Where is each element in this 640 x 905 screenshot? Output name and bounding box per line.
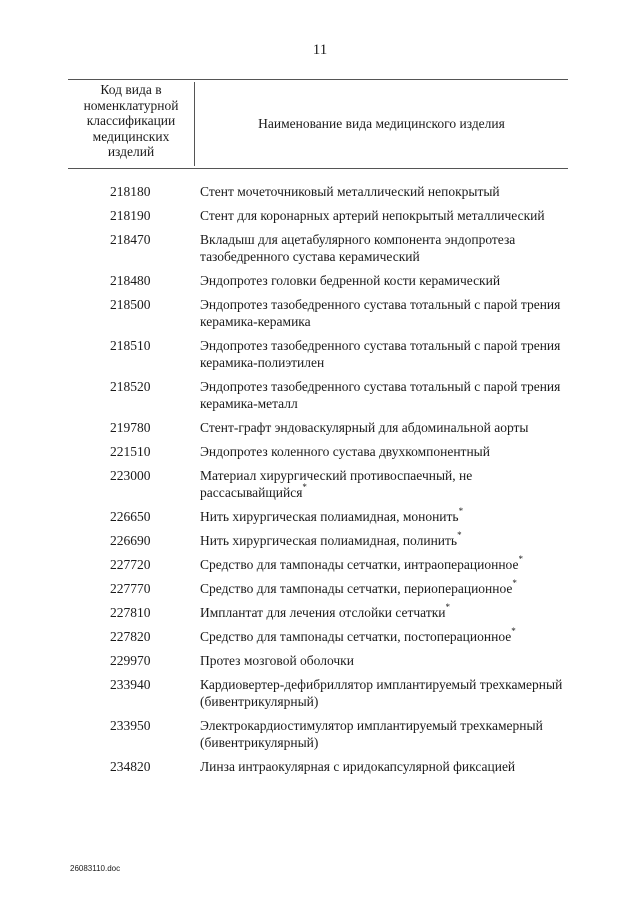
row-name-text: Линза интраокулярная с иридокапсулярной фиксацией [200, 759, 516, 774]
table-row [0, 207, 640, 224]
table-row [0, 758, 640, 775]
table-row [0, 183, 640, 200]
row-name-text: Протез мозговой оболочки [200, 653, 354, 668]
row-code: 227810 [110, 605, 151, 620]
footnote-asterisk: * [445, 602, 451, 612]
table-row [0, 508, 640, 525]
table-row [0, 628, 640, 645]
row-name [200, 652, 580, 669]
row-name-text: Материал хирургический противоспаечный, не рассасывайщийся [200, 468, 473, 500]
row-code: 218480 [110, 273, 151, 288]
row-name-text: Эндопротез тазобедренного сустава тотальный с парой трения керамика-керамика [200, 297, 561, 329]
row-name [200, 443, 580, 460]
row-name [200, 604, 580, 621]
row-name [200, 272, 580, 289]
row-code: 227720 [110, 557, 151, 572]
footnote-asterisk: * [458, 506, 464, 516]
footnote-asterisk: * [518, 554, 523, 564]
row-code: 226690 [110, 533, 151, 548]
row-name [200, 419, 580, 436]
row-name [200, 183, 580, 200]
row-name [200, 508, 580, 525]
page-number: 11 [312, 42, 328, 58]
row-name-text: Электрокардиостимулятор имплантируемый трехкамерный (бивентрикулярный) [200, 718, 543, 750]
row-name-text: Средство для тампонады сетчатки, постоперационное [200, 629, 512, 644]
row-code: 227820 [110, 629, 151, 644]
row-name-text: Нить хирургическая полиамидная, мононить [200, 509, 459, 524]
row-code: 218500 [110, 297, 151, 312]
table-row [0, 337, 640, 371]
row-code: 219780 [110, 420, 151, 435]
row-code: 218470 [110, 232, 151, 247]
row-code: 234820 [110, 759, 151, 774]
table-row [0, 443, 640, 460]
row-name-text: Кардиовертер-дефибриллятор имплантируемый трехкамерный (бивентрикулярный) [200, 677, 563, 709]
row-name [200, 556, 580, 573]
row-name-text: Имплантат для лечения отслойки сетчатки [200, 605, 446, 620]
row-name [200, 207, 580, 224]
row-name-text: Эндопротез головки бедренной кости керамический [200, 273, 501, 288]
row-name-text: Стент-графт эндоваскулярный для абдоминальной аорты [200, 420, 529, 435]
table-row [0, 467, 640, 501]
row-name [200, 296, 580, 330]
table-row [0, 296, 640, 330]
row-code: 218510 [110, 338, 151, 353]
row-name-text: Стент для коронарных артерий непокрытый металлический [200, 208, 545, 223]
table-row [0, 580, 640, 597]
device-list [0, 183, 640, 782]
table-row [0, 717, 640, 751]
row-code: 233950 [110, 718, 151, 733]
row-name-text: Эндопротез тазобедренного сустава тотальный с парой трения керамика-металл [200, 379, 561, 411]
row-name [200, 231, 580, 265]
row-code: 218180 [110, 184, 151, 199]
row-name [200, 378, 580, 412]
table-row [0, 652, 640, 669]
row-name [200, 337, 580, 371]
row-code: 229970 [110, 653, 151, 668]
table-row [0, 378, 640, 412]
row-code: 221510 [110, 444, 151, 459]
row-name-text: Эндопротез коленного сустава двухкомпонентный [200, 444, 490, 459]
row-code: 218190 [110, 208, 151, 223]
row-code: 226650 [110, 509, 151, 524]
footnote-asterisk: * [512, 578, 517, 588]
row-name [200, 758, 580, 775]
row-name [200, 580, 580, 597]
table-row [0, 604, 640, 621]
footnote-asterisk: * [302, 482, 307, 492]
row-name [200, 532, 580, 549]
column-header-code: Код вида в номенклатурной классификации медицинских изделий [68, 82, 195, 166]
table-row [0, 556, 640, 573]
row-name-text: Средство для тампонады сетчатки, интраоперационное [200, 557, 519, 572]
row-code: 233940 [110, 677, 151, 692]
row-code: 223000 [110, 468, 151, 483]
table-row [0, 532, 640, 549]
row-name [200, 467, 580, 501]
table-row [0, 231, 640, 265]
table-row [0, 272, 640, 289]
column-header-name: Наименование вида медицинского изделия [258, 116, 505, 131]
footer-filename: 26083110.doc [70, 864, 121, 873]
row-name-text: Вкладыш для ацетабулярного компонента эндопротеза тазобедренного сустава керамический [200, 232, 516, 264]
row-name-text: Стент мочеточниковый металлический непокрытый [200, 184, 500, 199]
row-name [200, 717, 580, 751]
row-name-text: Средство для тампонады сетчатки, периоперационное [200, 581, 513, 596]
footnote-asterisk: * [511, 626, 516, 636]
table-header [68, 79, 568, 169]
table-row [0, 676, 640, 710]
table-row [0, 419, 640, 436]
row-name [200, 676, 580, 710]
row-name-text: Нить хирургическая полиамидная, полинить [200, 533, 458, 548]
row-name [200, 628, 580, 645]
row-code: 227770 [110, 581, 151, 596]
footnote-asterisk: * [457, 530, 462, 540]
row-code: 218520 [110, 379, 151, 394]
row-name-text: Эндопротез тазобедренного сустава тотальный с парой трения керамика-полиэтилен [200, 338, 561, 370]
